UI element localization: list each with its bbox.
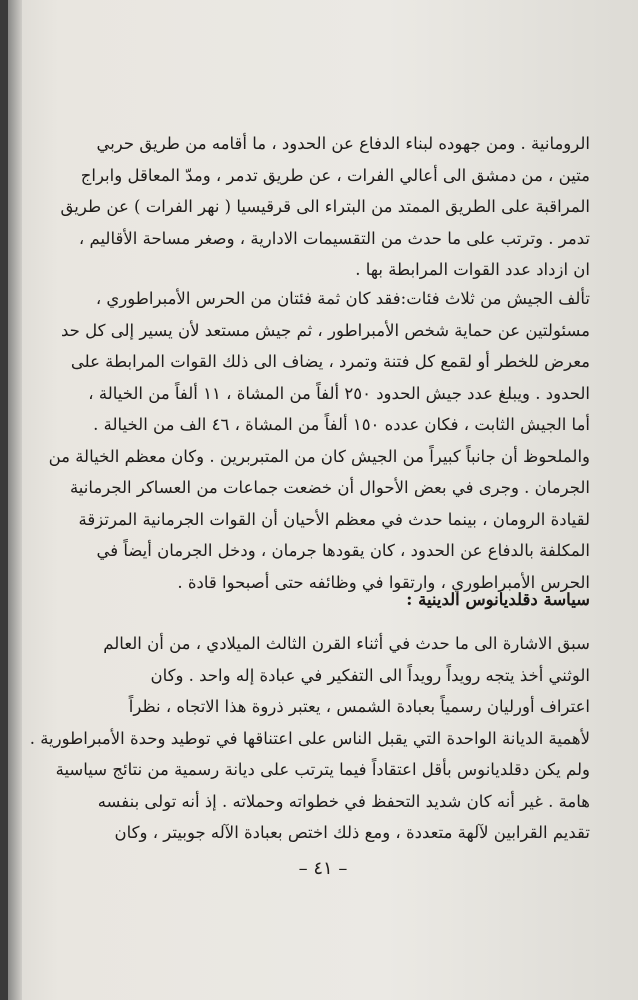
page-number: – ٤١ –	[298, 858, 348, 879]
text-line: تقديم القرابين لآلهة متعددة ، ومع ذلك اختص بعبادة الآله جوبيتر ، وكان	[114, 823, 590, 842]
text-line: هامة . غير أنه كان شديد التحفظ في خطواته وحملاته . إذ أنه تولى بنفسه	[97, 791, 590, 811]
text-line: أما الجيش الثابت ، فكان عدده ١٥٠ ألفاً من المشاة ، ٤٦ الف من الخيالة .	[93, 415, 590, 434]
text-line: لقيادة الرومان ، بينما حدث في معظم الأحيان أن القوات الجرمانية المرتزقة	[78, 509, 590, 529]
text-line: ولم يكن دقلديانوس بأقل اعتقاداً فيما يترتب على ديانة رسمية من نتائج سياسية	[55, 760, 590, 779]
section-heading: سياسة دقلديانوس الدينية :	[406, 590, 590, 609]
text-line: الوثني أخذ يتجه رويداً رويداً الى التفكير في عبادة إله واحد . وكان	[150, 665, 590, 685]
text-line: متين ، من دمشق الى أعالي الفرات ، عن طريق تدمر ، ومدّ المعاقل وابراج	[80, 165, 590, 185]
text-line: لأهمية الديانة الواحدة التي يقبل الناس على اعتناقها في توطيد وحدة الأمبراطورية .	[29, 728, 590, 748]
text-line: والملحوظ أن جانباً كبيراً من الجيش كان من المتبربرين . وكان معظم الخيالة من	[48, 446, 590, 466]
text-line: الحدود . ويبلغ عدد جيش الحدود ٢٥٠ ألفاً من المشاة ، ١١ ألفاً من الخيالة ،	[88, 383, 590, 403]
paragraph-1	[60, 128, 590, 286]
text-line: معرض للخطر أو لقمع كل فتنة وتمرد ، يضاف الى ذلك القوات المرابطة على	[70, 352, 590, 371]
book-page	[8, 0, 638, 1000]
paragraph-2	[48, 283, 590, 598]
text-line: المكلفة بالدفاع عن الحدود ، كان يقودها جرمان ، ودخل الجرمان أيضاً في	[96, 541, 590, 560]
text-line: الجرمان . وجرى في بعض الأحوال أن خضعت جماعات من العساكر الجرمانية	[69, 478, 590, 497]
text-line: الرومانية . ومن جهوده لبناء الدفاع عن الحدود ، ما أقامه من طريق حربي	[96, 134, 590, 153]
text-line: اعتراف أورليان رسمياً بعبادة الشمس ، يعتبر ذروة هذا الاتجاه ، نظراً	[128, 697, 590, 716]
text-line: مسئولتين عن حماية شخص الأمبراطور ، ثم جيش مستعد لأن يسير إلى كل حد	[61, 320, 590, 340]
text-line: الحرس الأمبراطوري ، وارتقوا في وظائفه حتى أصبحوا قادة .	[177, 572, 590, 592]
text-line: تألف الجيش من ثلاث فئات:فقد كان ثمة فئتان من الحرس الأمبراطوري ،	[95, 289, 590, 308]
text-line: سبق الاشارة الى ما حدث في أثناء القرن الثالث الميلادي ، من أن العالم	[103, 634, 590, 653]
text-line: تدمر . وترتب على ما حدث من التقسيمات الادارية ، وصغر مساحة الأقاليم ،	[78, 228, 590, 248]
text-line: المراقبة على الطريق الممتد من البتراء الى قرقيسيا ( نهر الفرات ) عن طريق	[60, 197, 590, 216]
text-line: ان ازداد عدد القوات المرابطة بها .	[355, 260, 590, 279]
paragraph-3	[29, 628, 590, 849]
book-gutter	[8, 0, 22, 1000]
